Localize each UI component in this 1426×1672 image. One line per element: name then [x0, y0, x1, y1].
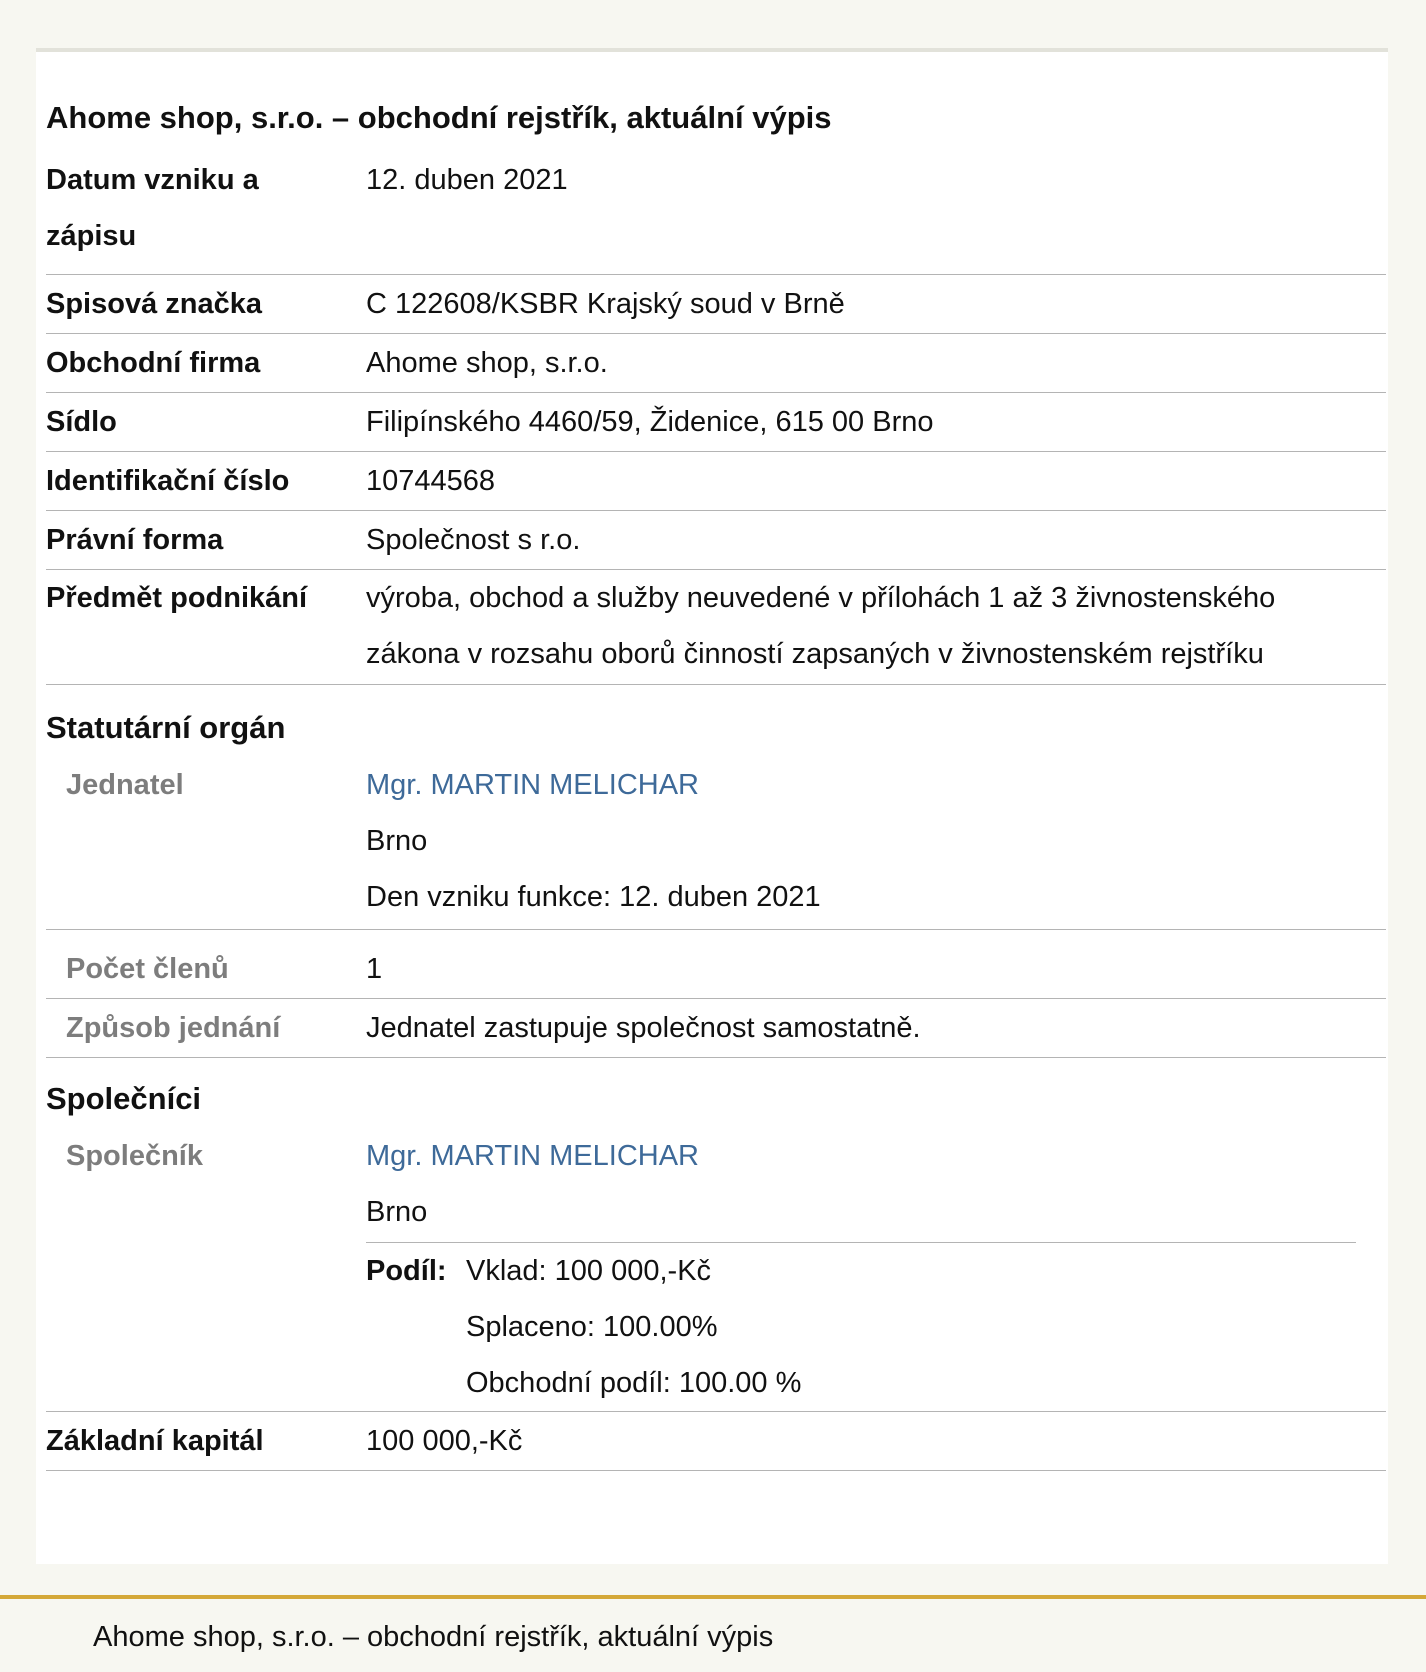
label-spolecnik: Společník: [66, 1140, 203, 1172]
row-pocet: [46, 930, 1386, 999]
jednatel-city: Brno: [366, 825, 428, 857]
row-ico: [46, 452, 1386, 511]
label-ico: Identifikační číslo: [46, 465, 290, 497]
value-predmet: [366, 570, 1386, 682]
value-kapital: 100 000,-Kč: [366, 1425, 523, 1457]
section-statutarni: Statutární orgán: [46, 710, 286, 745]
row-kapital: [46, 1412, 1386, 1471]
podil-label: Podíl:: [366, 1255, 447, 1287]
label-jednatel: Jednatel: [66, 769, 184, 801]
podil-splaceno: Splaceno: 100.00%: [466, 1311, 718, 1343]
label-predmet: Předmět podnikání: [46, 582, 308, 614]
row-forma: [46, 511, 1386, 570]
row-datum: [46, 152, 1386, 275]
row-firma: [46, 334, 1386, 393]
value-datum: 12. duben 2021: [366, 164, 568, 196]
label-pocet: Počet členů: [66, 953, 229, 985]
podil-block: [366, 1242, 1356, 1411]
label-firma: Obchodní firma: [46, 347, 261, 379]
label-forma: Právní forma: [46, 524, 224, 556]
register-card: [36, 48, 1388, 1564]
value-sidlo: Filipínského 4460/59, Židenice, 615 00 Brno: [366, 406, 934, 438]
row-sidlo: [46, 393, 1386, 452]
value-spolecnik: [366, 1128, 1386, 1411]
value-predmet-line2: zákona v rozsahu oborů činností zapsaných v živnostenském rejstříku: [366, 638, 1264, 670]
value-forma: Společnost s r.o.: [366, 524, 581, 556]
podil-vklad: Vklad: 100 000,-Kč: [466, 1255, 712, 1287]
label-datum-line1: Datum vzniku a: [46, 164, 259, 196]
value-zpusob: Jednatel zastupuje společnost samostatně.: [366, 1012, 921, 1044]
value-ico: 10744568: [366, 465, 496, 497]
page-title: Ahome shop, s.r.o. – obchodní rejstřík, aktuální výpis: [46, 100, 832, 135]
row-zpusob: [46, 999, 1386, 1058]
value-pocet: 1: [366, 953, 383, 985]
register-table: [46, 152, 1386, 1471]
row-spisova: [46, 275, 1386, 334]
label-zpusob: Způsob jednání: [66, 1012, 281, 1044]
spolecnik-name-link[interactable]: Mgr. MARTIN MELICHAR: [366, 1140, 700, 1172]
row-predmet: [46, 570, 1386, 685]
section-spolecnici: Společníci: [46, 1081, 202, 1116]
label-kapital: Základní kapitál: [46, 1425, 264, 1457]
label-spisova: Spisová značka: [46, 288, 262, 320]
footer-title: Ahome shop, s.r.o. – obchodní rejstřík, aktuální výpis: [93, 1621, 774, 1653]
label-sidlo: Sídlo: [46, 406, 117, 438]
value-firma: Ahome shop, s.r.o.: [366, 347, 608, 379]
value-predmet-line1: výroba, obchod a služby neuvedené v přílohách 1 až 3 živnostenského: [366, 582, 1276, 614]
podil-obchodni: Obchodní podíl: 100.00 %: [466, 1367, 802, 1399]
value-spisova: C 122608/KSBR Krajský soud v Brně: [366, 288, 845, 320]
label-datum-line2: zápisu: [46, 220, 137, 252]
jednatel-name-link[interactable]: Mgr. MARTIN MELICHAR: [366, 769, 700, 801]
row-spolecnik: [46, 1128, 1386, 1412]
value-jednatel: [366, 757, 1386, 925]
jednatel-since: Den vzniku funkce: 12. duben 2021: [366, 881, 821, 913]
podil-values: [466, 1243, 1356, 1411]
spolecnik-city: Brno: [366, 1196, 428, 1228]
row-jednatel: [46, 757, 1386, 930]
label-datum: [46, 152, 366, 264]
footer-bar: [0, 1595, 1426, 1672]
